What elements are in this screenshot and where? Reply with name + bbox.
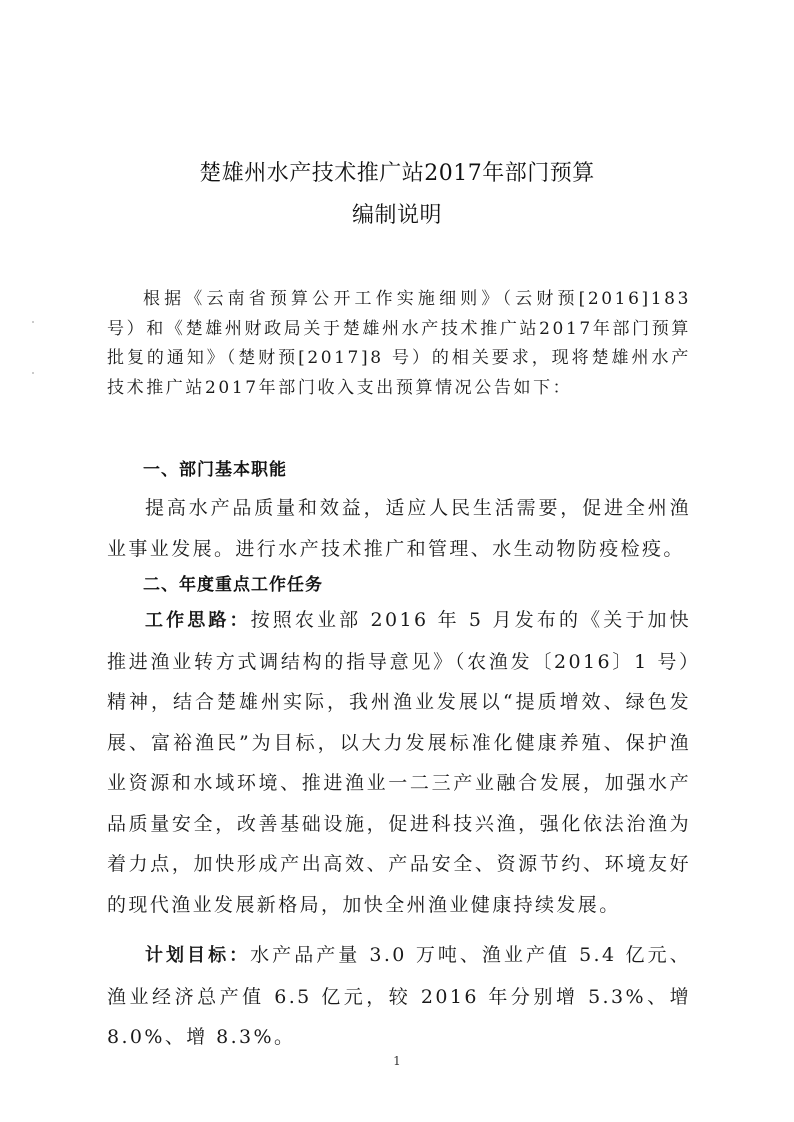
page-number: 1 [393, 1054, 401, 1068]
section-heading-key-tasks: 二、年度重点工作任务 [143, 575, 323, 595]
intro-paragraph: 根据《云南省预算公开工作实施细则》（云财预[2016]183 号）和《楚雄州财政局关于楚雄州水产技术推广站2017年部门预算批复的通知》（楚财预[2017]8 号）的相关要求，现将楚雄州水产技术推广站2017年部门收入支出预算情况公告如下： [107, 289, 691, 398]
scan-speck [32, 321, 34, 323]
plan-target-label: 计划目标： [145, 945, 251, 966]
scan-speck [32, 372, 34, 374]
document-subtitle: 编制说明 [351, 203, 442, 228]
section-heading-basic-functions: 一、部门基本职能 [143, 460, 287, 480]
work-idea-text: 按照农业部 2016 年 5 月发布的《关于加快推进渔业转方式调结构的指导意见》（农渔发〔2016〕1 号）精神，结合楚雄州实际，我州渔业发展以“提质增效、绿色发展、富裕渔民”为目标，以大力发展标准化健康养殖、保护渔业资源和水域环境、推进渔业一二三产业融合发展，加强水产品质量安全，改善基础设施，促进科技兴渔，强化依法治渔为着力点，加快形成产出高效、产品安全、资源节约、环境友好的现代渔业发展新格局，加快全州渔业健康持续发展。 [107, 609, 692, 916]
work-idea-label: 工作思路： [145, 610, 251, 631]
plan-target-paragraph [107, 935, 691, 1058]
section-basic-functions-text: 提高水产品质量和效益，适应人民生活需要，促进全州渔业事业发展。进行水产技术推广和管理、水生动物防疫检疫。 [107, 497, 691, 560]
work-idea-paragraph [107, 600, 691, 925]
document-title: 楚雄州水产技术推广站2017年部门预算 [199, 161, 595, 186]
plan-target-text: 水产品产量 3.0 万吨、渔业产值 5.4 亿元、渔业经济总产值 6.5 亿元，较 2016 年分别增 5.3%、增 8.0%、增 8.3%。 [107, 944, 692, 1048]
